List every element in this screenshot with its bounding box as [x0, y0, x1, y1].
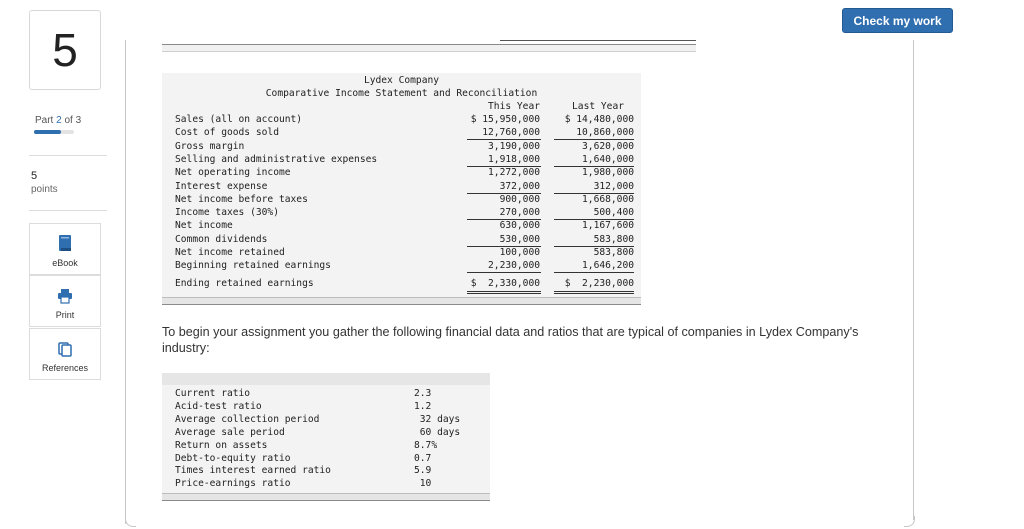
row-last-year: 1,167,600: [582, 220, 634, 232]
row-this-year: 100,000: [499, 247, 540, 258]
row-label: Income taxes (30%): [175, 207, 279, 219]
ratio-label: Return on assets: [175, 439, 268, 451]
row-this-year: 3,190,000: [488, 140, 540, 152]
part-prefix: Part: [35, 115, 57, 126]
statement-row: [162, 278, 641, 291]
row-last-year: 3,620,000: [582, 140, 634, 152]
row-this-year: 1,272,000: [488, 167, 540, 179]
ratios-top-strip: [162, 373, 490, 385]
row-this-year: 372,000: [499, 180, 540, 192]
row-last-year: 1,646,200: [582, 260, 634, 272]
ratio-value: 10: [414, 478, 432, 490]
book-icon: [58, 234, 72, 254]
ratio-label: Price-earnings ratio: [175, 478, 291, 490]
divider: [29, 210, 107, 211]
row-this-year: $ 15,950,000: [470, 114, 540, 125]
row-last-year: 312,000: [593, 180, 634, 192]
row-last-year: 1,640,000: [582, 153, 634, 165]
income-statement-table: [162, 73, 641, 305]
ratio-value: 5.9: [414, 465, 432, 477]
total-double-rule: [554, 291, 634, 292]
ratio-row: [162, 440, 490, 453]
subtotal-rule: [467, 272, 541, 273]
statement-row: [162, 141, 641, 154]
content-frame-corner: [904, 516, 915, 527]
total-double-rule: [554, 293, 634, 294]
row-label: Net income: [175, 220, 233, 232]
content-frame-corner: [125, 516, 136, 527]
row-label: Interest expense: [175, 180, 268, 192]
total-double-rule: [467, 291, 541, 292]
ebook-button[interactable]: [29, 223, 101, 275]
points-label: points: [31, 184, 58, 195]
row-last-year: $ 2,230,000: [564, 277, 634, 289]
ratio-row: [162, 414, 490, 427]
part-progress-bar: [34, 130, 74, 134]
ratio-row: [162, 453, 490, 466]
row-last-year: 583,800: [593, 247, 634, 258]
statement-title: Comparative Income Statement and Reconciliation: [265, 88, 538, 99]
row-this-year: $ 2,330,000: [470, 277, 540, 289]
part-indicator: [35, 115, 81, 126]
subtotal-rule: [554, 272, 634, 273]
row-last-year: 1,668,000: [582, 193, 634, 205]
ratio-label: Debt-to-equity ratio: [175, 452, 291, 464]
row-label: Selling and administrative expenses: [175, 153, 378, 165]
ebook-label: eBook: [52, 258, 78, 268]
ratio-value: 32 days: [414, 413, 461, 425]
row-this-year: 270,000: [499, 207, 540, 219]
row-last-year: 1,980,000: [582, 167, 634, 179]
divider: [29, 155, 107, 156]
ratio-value: 1.2: [414, 400, 432, 412]
ratio-row: [162, 388, 490, 401]
row-this-year: 1,918,000: [488, 153, 540, 165]
row-label: Sales (all on account): [175, 114, 303, 125]
top-rule: [500, 40, 696, 41]
statement-company: Lydex Company: [363, 75, 440, 86]
row-this-year: 530,000: [499, 233, 540, 245]
row-this-year: 2,230,000: [488, 260, 540, 272]
references-button[interactable]: [29, 328, 101, 380]
col-last-year: Last Year: [572, 101, 624, 112]
check-my-work-button[interactable]: Check my work: [842, 8, 953, 33]
ratio-value: 2.3: [414, 388, 432, 399]
statement-row: [162, 167, 641, 180]
row-label: Beginning retained earnings: [175, 260, 331, 272]
industry-ratios-table: [162, 373, 490, 501]
col-this-year: This Year: [488, 101, 540, 112]
row-this-year: 12,760,000: [482, 127, 540, 139]
ratio-row: [162, 478, 490, 491]
ratio-label: Current ratio: [175, 388, 251, 399]
content-frame-left: [125, 40, 126, 524]
ratio-row: [162, 427, 490, 440]
ratio-value: 0.7: [414, 452, 432, 464]
points-value: 5: [31, 170, 38, 182]
intro-text: To begin your assignment you gather the following financial data and ratios that are typical of companies in Lydex Company's industry:: [162, 325, 859, 355]
part-progress-fill: [34, 130, 61, 134]
ratio-label: Average sale period: [175, 426, 285, 438]
question-number: 5: [29, 10, 101, 90]
row-label: Ending retained earnings: [175, 277, 314, 289]
ratio-row: [162, 465, 490, 478]
statement-row: [162, 247, 641, 260]
row-this-year: 900,000: [499, 193, 540, 205]
row-label: Net income before taxes: [175, 193, 308, 205]
row-last-year: $ 14,480,000: [564, 114, 634, 125]
references-icon: [57, 341, 73, 359]
part-current: 2: [56, 115, 62, 126]
printer-icon: [57, 288, 73, 306]
statement-row: [162, 220, 641, 233]
statement-bottom-strip: [162, 297, 641, 305]
content-frame-right: [913, 40, 914, 520]
row-last-year: 500,400: [593, 207, 634, 219]
print-button[interactable]: [29, 275, 101, 327]
ratio-value: 60 days: [414, 426, 461, 438]
row-last-year: 10,860,000: [576, 127, 634, 139]
row-label: Common dividends: [175, 233, 268, 245]
total-double-rule: [467, 293, 541, 294]
ratio-value: 8.7%: [414, 439, 438, 451]
ratio-label: Acid-test ratio: [175, 400, 262, 412]
row-label: Net income retained: [175, 247, 285, 258]
references-label: References: [41, 363, 89, 373]
ratio-label: Average collection period: [175, 413, 320, 425]
row-this-year: 630,000: [499, 220, 540, 232]
statement-row: [162, 194, 641, 207]
row-label: Cost of goods sold: [175, 127, 279, 139]
statement-row: [162, 114, 641, 127]
ratios-bottom-strip: [162, 493, 490, 501]
ratio-label: Times interest earned ratio: [175, 465, 331, 477]
ratio-row: [162, 401, 490, 414]
row-label: Net operating income: [175, 167, 291, 179]
print-label: Print: [55, 310, 75, 320]
top-table-strip: [162, 44, 696, 52]
part-suffix: of 3: [61, 115, 82, 126]
row-label: Gross margin: [175, 140, 245, 152]
row-last-year: 583,800: [593, 233, 634, 245]
